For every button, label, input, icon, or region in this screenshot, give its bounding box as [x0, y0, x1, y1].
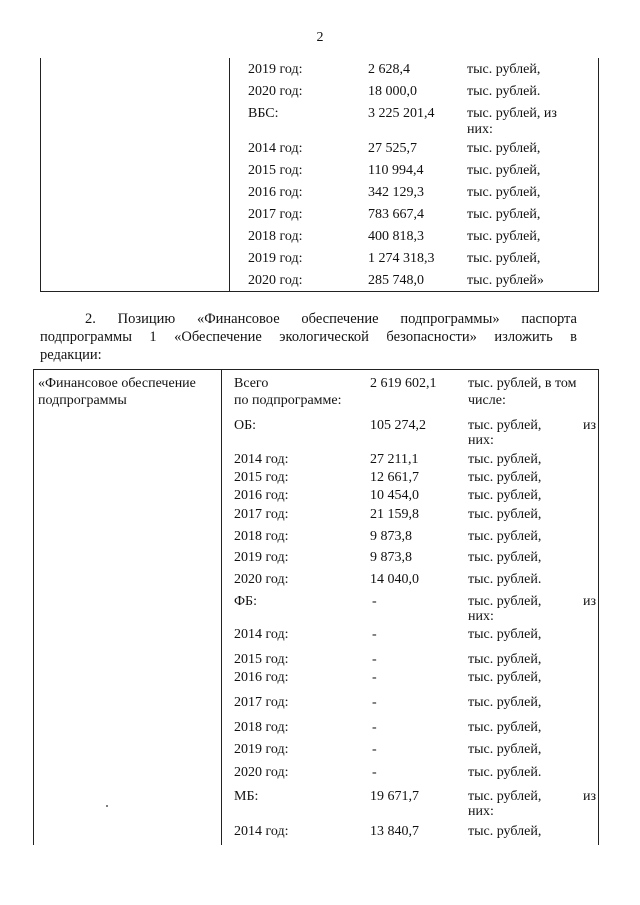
- table1-row-value: 2 628,4: [368, 62, 410, 77]
- fb-row-unit: тыс. рублей,: [468, 627, 542, 642]
- table1-border-bottom: [40, 291, 599, 292]
- fb-row-value: -: [372, 720, 377, 735]
- table1-row-value: 285 748,0: [368, 273, 424, 288]
- table1-row-label: 2020 год:: [248, 273, 303, 288]
- ob-unit: [468, 418, 596, 434]
- mb-row-unit: тыс. рублей,: [468, 824, 542, 839]
- ob-row-unit: тыс. рублей,: [468, 452, 542, 467]
- mb-unit-text: тыс. рублей,: [468, 789, 542, 804]
- paragraph-line: подпрограммы 1 «Обеспечение экологической безопасности» изложить в: [40, 329, 577, 345]
- ob-row-label: 2017 год:: [234, 507, 289, 522]
- table1-row-value: 3 225 201,4: [368, 106, 435, 121]
- table1-row-unit: тыс. рублей,: [467, 62, 541, 77]
- mb-label: МБ:: [234, 789, 259, 804]
- fb-row-unit: тыс. рублей.: [468, 765, 542, 780]
- fb-value: -: [372, 594, 377, 609]
- mb-unit: [468, 789, 596, 805]
- table1-row-unit: тыс. рублей,: [467, 207, 541, 222]
- paragraph-line: редакции:: [40, 347, 102, 363]
- table1-row-unit: тыс. рублей»: [467, 273, 544, 288]
- scan-speck: [106, 805, 108, 807]
- financing-label: «Финансовое обеспечение: [38, 376, 196, 391]
- table1-row-label: 2019 год:: [248, 251, 303, 266]
- mb-unit-cont: них:: [468, 804, 494, 819]
- total-label: Всего: [234, 376, 269, 391]
- ob-unit-text: из: [582, 418, 596, 433]
- ob-row-label: 2018 год:: [234, 529, 289, 544]
- ob-row-unit: тыс. рублей,: [468, 550, 542, 565]
- ob-unit-text: тыс. рублей,: [468, 418, 542, 433]
- table1-row-unit: тыс. рублей.: [467, 84, 541, 99]
- table1-row-label: 2019 год:: [248, 62, 303, 77]
- total-unit-cont: числе:: [468, 393, 506, 408]
- ob-row-value: 12 661,7: [370, 470, 419, 485]
- mb-row-label: 2014 год:: [234, 824, 289, 839]
- fb-row-label: 2019 год:: [234, 742, 289, 757]
- mb-row-value: 13 840,7: [370, 824, 419, 839]
- table1-divider: [229, 58, 230, 291]
- table2-border-right: [598, 369, 599, 845]
- ob-row-unit: тыс. рублей,: [468, 488, 542, 503]
- fb-row-value: -: [372, 695, 377, 710]
- table2-border-left: [33, 369, 34, 845]
- ob-row-label: 2014 год:: [234, 452, 289, 467]
- page-number: 2: [316, 30, 324, 45]
- table1-row-value: 18 000,0: [368, 84, 417, 99]
- table1-row-unit: тыс. рублей,: [467, 185, 541, 200]
- table1-border-right: [598, 58, 599, 291]
- mb-unit-text: из: [582, 789, 596, 804]
- instruction-paragraph: [40, 310, 577, 364]
- ob-row-value: 10 454,0: [370, 488, 419, 503]
- table1-row-label: 2014 год:: [248, 141, 303, 156]
- fb-row-value: -: [372, 652, 377, 667]
- table1-row-value: 783 667,4: [368, 207, 424, 222]
- ob-row-value: 14 040,0: [370, 572, 419, 587]
- fb-row-unit: тыс. рублей,: [468, 742, 542, 757]
- ob-value: 105 274,2: [370, 418, 426, 433]
- financing-label-cont: подпрограммы: [38, 393, 127, 408]
- ob-row-unit: тыс. рублей,: [468, 507, 542, 522]
- fb-row-label: 2018 год:: [234, 720, 289, 735]
- ob-row-label: 2020 год:: [234, 572, 289, 587]
- table1-row-unit: тыс. рублей,: [467, 229, 541, 244]
- total-label-cont: по подпрограмме:: [234, 393, 342, 408]
- fb-row-value: -: [372, 742, 377, 757]
- ob-row-value: 9 873,8: [370, 550, 412, 565]
- ob-label: ОБ:: [234, 418, 257, 433]
- table1-row-label: 2020 год:: [248, 84, 303, 99]
- ob-row-value: 21 159,8: [370, 507, 419, 522]
- paragraph-line: 2. Позицию «Финансовое обеспечение подпрограммы» паспорта: [85, 311, 577, 327]
- ob-row-value: 27 211,1: [370, 452, 419, 467]
- mb-value: 19 671,7: [370, 789, 419, 804]
- ob-row-label: 2016 год:: [234, 488, 289, 503]
- table1-row-unit: тыс. рублей,: [467, 141, 541, 156]
- table1-row-value: 342 129,3: [368, 185, 424, 200]
- fb-unit-text: из: [582, 594, 596, 609]
- table1-row-label: 2017 год:: [248, 207, 303, 222]
- table1-row-value: 1 274 318,3: [368, 251, 435, 266]
- total-value: 2 619 602,1: [370, 376, 437, 391]
- fb-row-value: -: [372, 765, 377, 780]
- table1-row-value: 110 994,4: [368, 163, 424, 178]
- table1-row-label: ВБС:: [248, 106, 279, 121]
- fb-row-value: -: [372, 627, 377, 642]
- ob-row-unit: тыс. рублей.: [468, 572, 542, 587]
- table1-row-unit: тыс. рублей,: [467, 251, 541, 266]
- table1-row-unit: тыс. рублей, из: [467, 106, 557, 121]
- ob-row-unit: тыс. рублей,: [468, 470, 542, 485]
- fb-row-unit: тыс. рублей,: [468, 695, 542, 710]
- table1-row-unit: тыс. рублей,: [467, 163, 541, 178]
- fb-row-label: 2015 год:: [234, 652, 289, 667]
- fb-row-unit: тыс. рублей,: [468, 720, 542, 735]
- fb-row-unit: тыс. рублей,: [468, 652, 542, 667]
- fb-row-value: -: [372, 670, 377, 685]
- ob-row-value: 9 873,8: [370, 529, 412, 544]
- fb-row-label: 2017 год:: [234, 695, 289, 710]
- ob-row-unit: тыс. рублей,: [468, 529, 542, 544]
- table1-row-value: 27 525,7: [368, 141, 417, 156]
- ob-row-label: 2015 год:: [234, 470, 289, 485]
- fb-unit: [468, 594, 596, 610]
- table1-row-value: 400 818,3: [368, 229, 424, 244]
- fb-row-label: 2020 год:: [234, 765, 289, 780]
- table1-row-label: 2015 год:: [248, 163, 303, 178]
- fb-row-label: 2016 год:: [234, 670, 289, 685]
- fb-unit-text: тыс. рублей,: [468, 594, 542, 609]
- fb-label: ФБ:: [234, 594, 257, 609]
- fb-row-unit: тыс. рублей,: [468, 670, 542, 685]
- table1-row-label: 2018 год:: [248, 229, 303, 244]
- fb-row-label: 2014 год:: [234, 627, 289, 642]
- table1-row-label: 2016 год:: [248, 185, 303, 200]
- table1-border-left: [40, 58, 41, 291]
- table2-border-top: [33, 369, 599, 370]
- fb-unit-cont: них:: [468, 609, 494, 624]
- table1-row-unit-cont: них:: [467, 122, 493, 137]
- total-unit: тыс. рублей, в том: [468, 376, 577, 391]
- ob-unit-cont: них:: [468, 433, 494, 448]
- ob-row-label: 2019 год:: [234, 550, 289, 565]
- table2-divider: [221, 369, 222, 845]
